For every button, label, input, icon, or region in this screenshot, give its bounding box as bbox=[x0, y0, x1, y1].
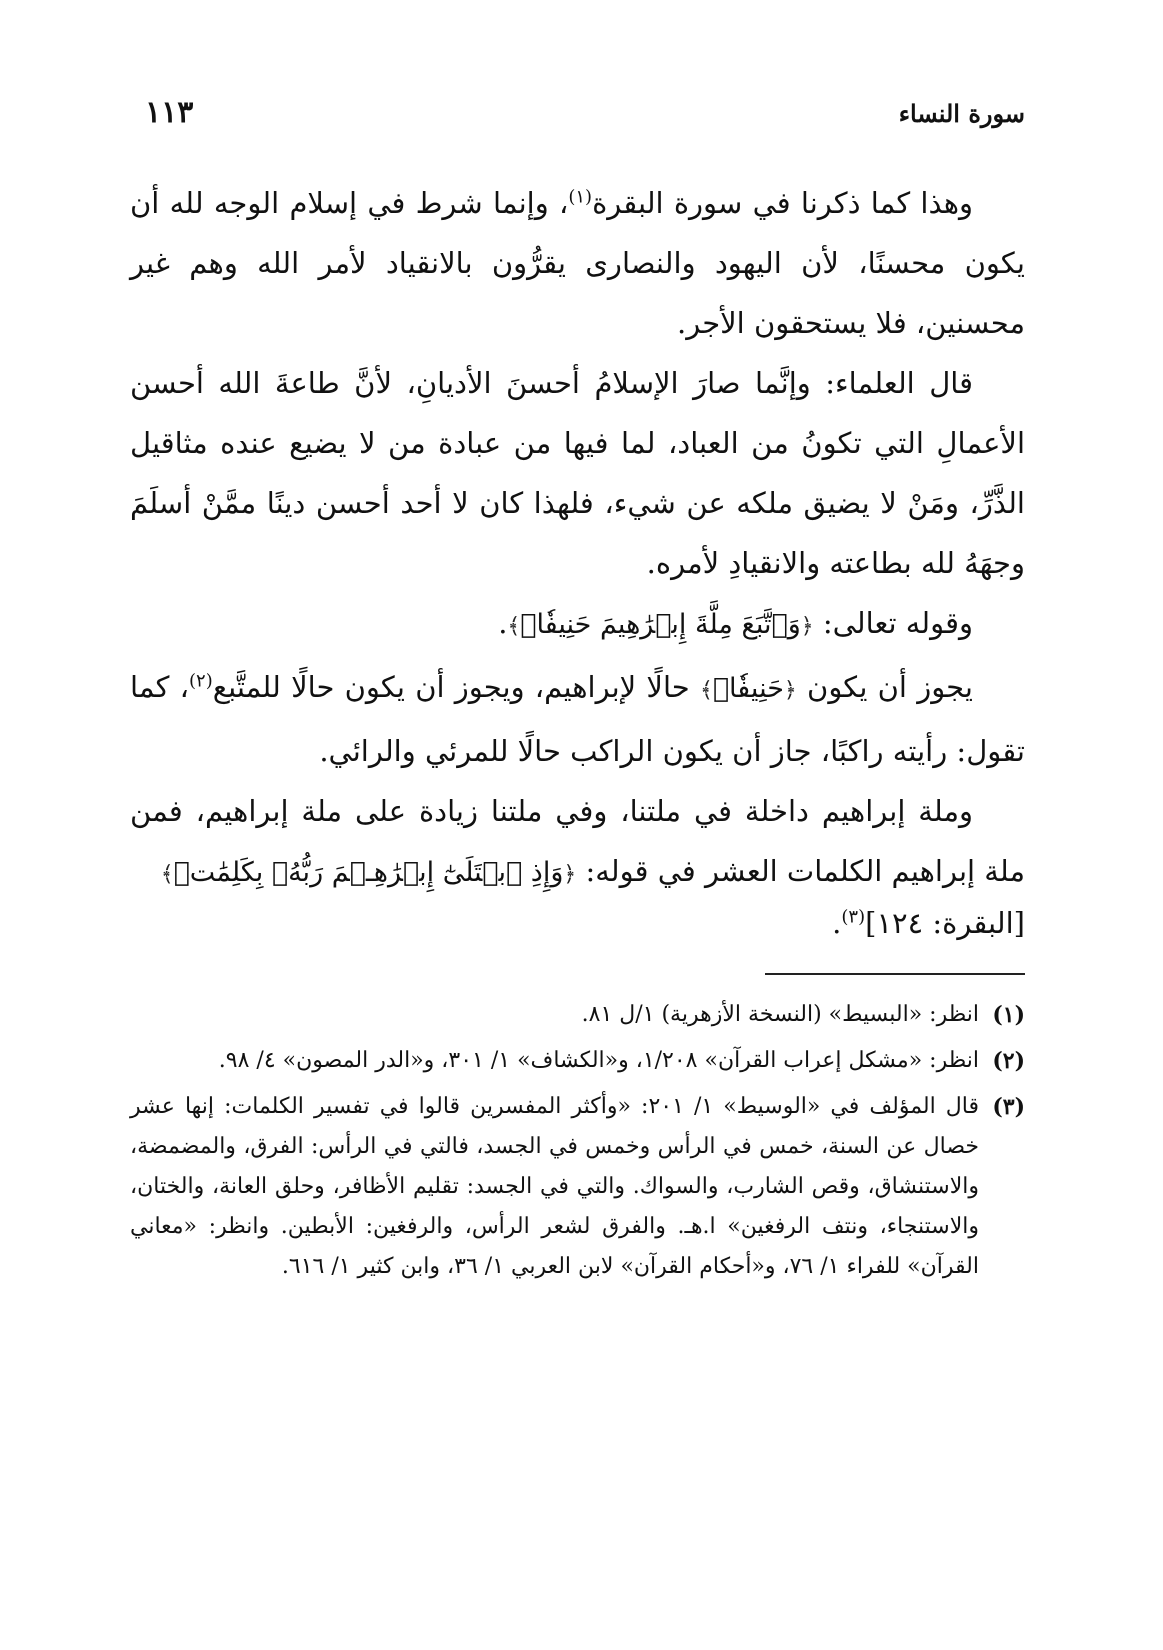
page-header bbox=[130, 95, 1025, 155]
paragraph-4-text-a: يجوز أن يكون bbox=[796, 670, 973, 704]
footnote-divider bbox=[765, 973, 1025, 975]
footnote-text: انظر: «البسيط» (النسخة الأزهرية) ١/ل ٨١. bbox=[581, 1002, 979, 1027]
ornate-bracket-open: ﴿ bbox=[783, 678, 797, 703]
footnotes-section bbox=[130, 995, 1025, 1287]
quran-verse: وَٱتَّبَعَ مِلَّةَ إِبۡرَٰهِيمَ حَنِيفٗاۗ bbox=[520, 609, 801, 640]
paragraph-3-text-a: وقوله تعالى: bbox=[813, 606, 973, 640]
footnote-number: (٣) bbox=[992, 1094, 1025, 1120]
paragraph-1-text-b: ، وإنما شرط في إسلام الوجه لله أن يكون محسنًا، لأن اليهود والنصارى يقرُّون بالانقياد لأمر الله وهم غير محسنين، فلا يستحقون الأجر. bbox=[130, 186, 1025, 340]
footnote-text: انظر: «مشكل إعراب القرآن» ١/٢٠٨، و«الكشاف» ١/ ٣٠١، و«الدر المصون» ٤/ ٩٨. bbox=[218, 1048, 979, 1073]
paragraph-3-text-b: . bbox=[498, 606, 508, 640]
ornate-bracket-close: ﴾ bbox=[160, 862, 174, 887]
page-number: ١١٣ bbox=[145, 95, 194, 130]
footnote-ref-1[interactable]: (١) bbox=[568, 186, 593, 208]
footnote-item bbox=[130, 995, 1025, 1035]
footnote-number: (١) bbox=[992, 1002, 1025, 1028]
paragraph-5 bbox=[130, 781, 1025, 905]
paragraph-4-text-b: حالًا لإبراهيم، ويجوز أن يكون حالًا للمتَّبع bbox=[212, 670, 700, 704]
ornate-bracket-open: ﴿ bbox=[800, 614, 814, 639]
ornate-bracket-open: ﴿ bbox=[563, 862, 577, 887]
surah-title: سورة النساء bbox=[898, 99, 1025, 128]
quran-verse: وَإِذِ ٱبۡتَلَىٰٓ إِبۡرَٰهِـۧمَ رَبُّهُۥ بِكَلِمَٰتٖ bbox=[173, 857, 564, 888]
footnote-item bbox=[130, 1041, 1025, 1081]
paragraph-4-text-c: ، كما تقول: رأيته راكبًا، جاز أن يكون الراكب حالًا للمرئي والرائي. bbox=[130, 670, 1025, 768]
ornate-bracket-close: ﴾ bbox=[507, 614, 521, 639]
footnote-text: قال المؤلف في «الوسيط» ١/ ٢٠١: «وأكثر المفسرين قالوا في تفسير الكلمات: إنها عشر خصال عن السنة، خمس في الرأس وخمس في الجسد، فالتي في الرأس: الفرق، والمضمضة، والاستنشاق، وقص الشارب، والسواك. والتي في الجسد: تقليم الأظافر، وحلق العانة، والختان، والاستنجاء، ونتف الرفغين» ا.هـ. والفرق لشعر الرأس، والرفغين: الأبطين. وانظر: «معاني القرآن» للفراء ١/ ٧٦، و«أحكام القرآن» لابن العربي ١/ ٣٦، وابن كثير ١/ ٦١٦. bbox=[130, 1094, 980, 1279]
paragraph-6-end: . bbox=[832, 906, 842, 940]
paragraph-2: قال العلماء: وإنَّما صارَ الإسلامُ أحسنَ الأديانِ، لأنَّ طاعةَ الله أحسن الأعمالِ التي تكونُ من العباد، لما فيها من عبادة من لا يضيع عنده مثاقيل الذَّرِّ، ومَنْ لا يضيق ملكه عن شيء، فلهذا كان لا أحد أحسن دينًا ممَّنْ أسلَمَ وجهَهُ لله بطاعته والانقيادِ لأمره. bbox=[130, 366, 1025, 580]
footnote-item bbox=[130, 1087, 1025, 1287]
footnote-number: (٢) bbox=[992, 1048, 1025, 1074]
paragraph-5-text: وملة إبراهيم داخلة في ملتنا، وفي ملتنا زيادة على ملة إبراهيم، فمن ملة إبراهيم الكلمات العشر في قوله: bbox=[130, 794, 1025, 888]
book-page bbox=[130, 95, 1025, 1615]
paragraph-3 bbox=[130, 593, 1025, 657]
paragraph-1-text-a: وهذا كما ذكرنا في سورة البقرة bbox=[592, 186, 973, 220]
footnote-ref-3[interactable]: (٣) bbox=[841, 906, 866, 928]
quran-word: حَنِيفٗاۗ bbox=[712, 673, 784, 704]
paragraph-1 bbox=[130, 173, 1025, 353]
paragraph-4 bbox=[130, 657, 1025, 781]
ornate-bracket-close: ﴾ bbox=[699, 678, 713, 703]
main-text bbox=[130, 173, 1025, 947]
verse-citation: [البقرة: ١٢٤] bbox=[865, 906, 1025, 940]
footnote-ref-2[interactable]: (٢) bbox=[189, 670, 213, 692]
paragraph-6 bbox=[130, 899, 1025, 947]
